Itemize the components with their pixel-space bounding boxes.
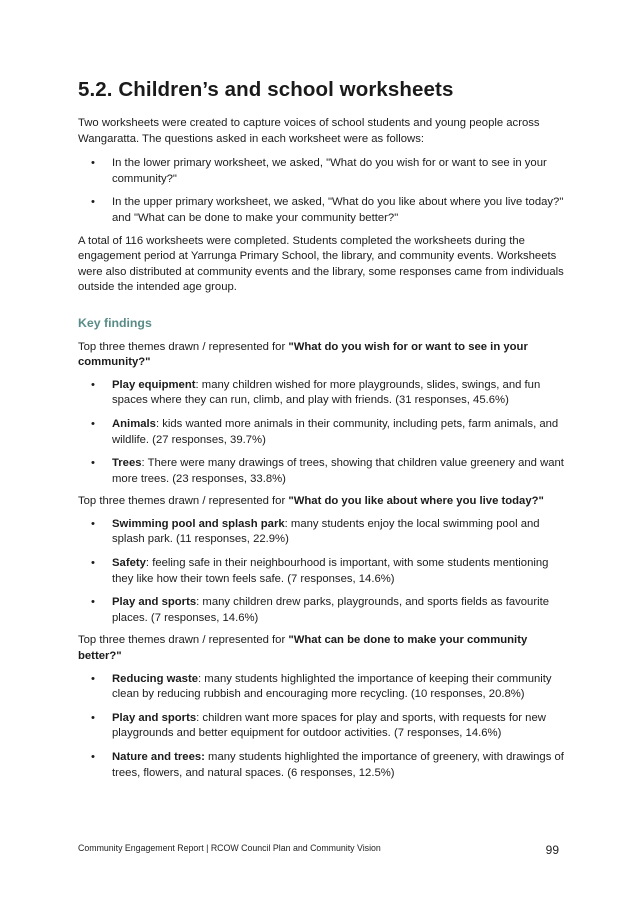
list-item [78,517,564,548]
theme-text: : children want more spaces for play and sports, with requests for new playgrounds and better equipment for outdoor activities. (7 responses, 14.6%) [112,711,546,740]
bullet-glyph: • [91,196,95,209]
theme-list [78,517,564,627]
footer-report-title: Community Engagement Report | RCOW Council Plan and Community Vision [78,843,381,853]
list-item [78,750,564,781]
theme-intro-prefix: Top three themes drawn / represented for [78,634,289,647]
bullet-glyph: • [91,596,95,609]
theme-text: : There were many drawings of trees, showing that children value greenery and want more trees. (23 responses, 33.8%) [112,457,564,485]
list-item [78,378,564,409]
page-title: 5.2. Children’s and school worksheets [78,78,454,101]
bullet-glyph: • [91,378,95,391]
document-body [78,116,564,788]
list-item [78,711,564,742]
list-item [78,417,564,448]
intro-bullet-list [78,156,564,226]
theme-list [78,672,564,782]
list-item [78,195,564,226]
theme-label: Play and sports [112,711,197,724]
list-item [78,672,564,703]
theme-text: : feeling safe in their neighbourhood is important, with some students mentioning they like how their town feels safe. (7 responses, 14.6%) [112,557,549,585]
theme-intro [78,340,564,371]
bullet-glyph: • [91,711,95,724]
bullet-glyph: • [91,157,95,170]
theme-label: Nature and trees: [112,751,205,763]
key-findings-heading: Key findings [78,315,152,330]
theme-label: Safety [112,557,146,570]
bullet-glyph: • [91,457,95,470]
list-item [78,156,564,187]
theme-text: : many students highlighted the importance of keeping their community clean by reducing rubbish and encouraging more recycling. (10 responses, 20.8%) [112,672,552,701]
theme-label: Play and sports [112,596,197,609]
list-item-text: In the lower primary worksheet, we asked, "What do you wish for or want to see in your community?" [112,157,547,185]
bullet-glyph: • [91,557,95,570]
intro-paragraph: Two worksheets were created to capture voices of school students and young people across Wangaratta. The questions asked in each worksheet were as follows: [78,117,540,145]
theme-label: Play equipment [112,378,196,391]
theme-intro-prefix: Top three themes drawn / represented for [78,340,289,353]
summary-paragraph: A total of 116 worksheets were completed. Students completed the worksheets during the engagement period at Yarrunga Primary School, the library, and community events. Worksheets were also distributed at community events and the library, some responses came from individuals outside the intended age group. [78,234,564,294]
theme-label: Swimming pool and splash park [112,517,285,530]
theme-list [78,378,564,488]
list-item [78,595,564,626]
theme-question: "What can be done to make your community better?" [78,634,528,663]
theme-question: "What do you like about where you live today?" [288,495,544,508]
theme-intro [78,494,564,510]
theme-intro [78,633,564,664]
theme-intro-prefix: Top three themes drawn / represented for [78,495,289,508]
bullet-glyph: • [91,417,95,430]
theme-text: : many students enjoy the local swimming pool and splash park. (11 responses, 22.9%) [112,517,540,546]
list-item [78,556,564,587]
bullet-glyph: • [91,672,95,685]
list-item-text: In the upper primary worksheet, we asked, "What do you like about where you live today?" and "What can be done to make your community better?" [112,196,564,224]
bullet-glyph: • [91,517,95,530]
theme-text: : many children drew parks, playgrounds, and sports fields as favourite places. (7 responses, 14.6%) [112,596,550,624]
bullet-glyph: • [91,751,95,763]
list-item [78,456,564,487]
theme-question: "What do you wish for or want to see in your community?" [78,340,528,369]
theme-label: Animals [112,417,156,430]
theme-text: : many children wished for more playgrounds, slides, swings, and fun spaces where they can run, climb, and play with friends. (31 responses, 45.6%) [112,378,541,407]
theme-text: : kids wanted more animals in their community, including pets, farm animals, and wildlife. (27 responses, 39.7%) [112,417,559,446]
theme-text: many students highlighted the importance of greenery, with drawings of trees, flowers, and natural spaces. (6 responses, 12.5%) [112,751,564,779]
page-number: 99 [545,843,559,857]
theme-label: Reducing waste [112,672,199,685]
theme-label: Trees [112,457,142,470]
